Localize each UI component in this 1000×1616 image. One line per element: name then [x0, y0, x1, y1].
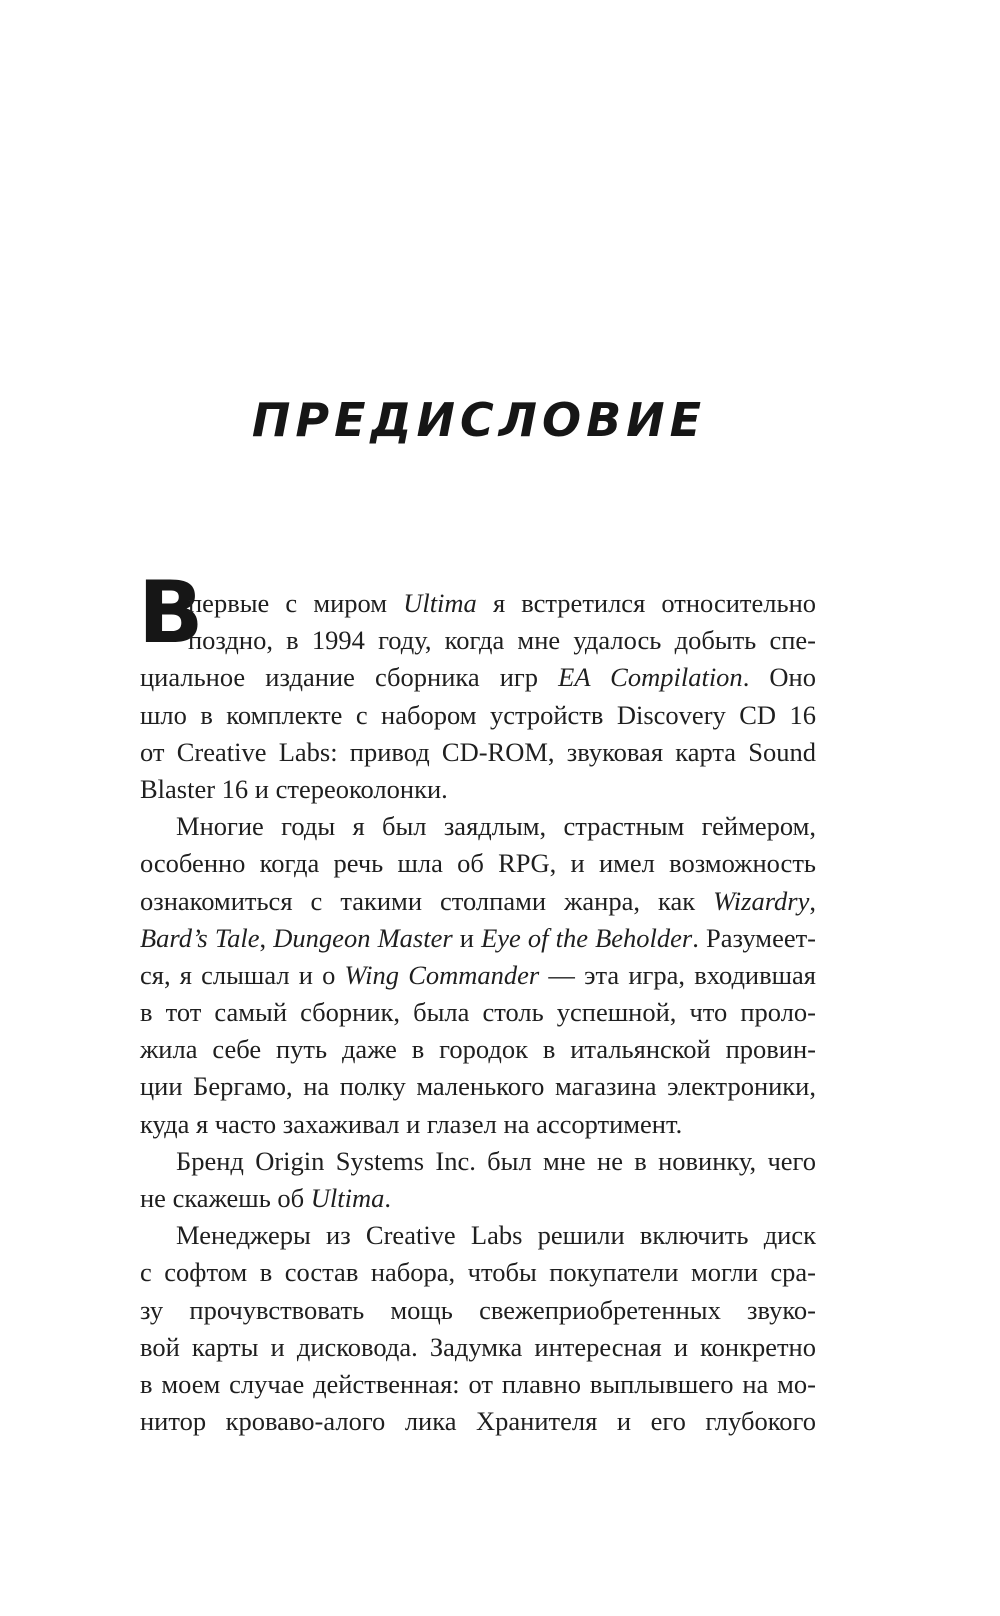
text-run: жила себе путь даже в городок в итальянской провин- — [140, 1034, 816, 1065]
text-line — [140, 957, 816, 994]
italic-title: Bard’s Tale — [140, 922, 260, 953]
text-run: первые с миром — [188, 588, 404, 618]
text-run: с софтом в состав набора, чтобы покупатели могли сра- — [140, 1257, 816, 1288]
text-run: поздно, в 1994 году, когда мне удалось добыть спе- — [188, 625, 816, 656]
text-run: — эта игра, входившая — [539, 959, 816, 990]
text-run: и — [452, 922, 482, 953]
text-line — [140, 1254, 816, 1291]
text-line — [140, 1068, 816, 1105]
italic-title: Wing Commander — [344, 959, 540, 990]
text-run: , — [259, 922, 274, 953]
text-line — [140, 1031, 816, 1068]
text-line — [140, 585, 816, 622]
text-run: от Creative Labs: привод CD-ROM, звуковая карта Sound — [140, 736, 816, 767]
text-line — [140, 771, 816, 808]
text-line — [140, 808, 816, 845]
text-run: я встретился относительно — [476, 588, 816, 618]
text-line — [140, 1292, 816, 1329]
text-run: ознакомиться с такими столпами жанра, как — [140, 885, 714, 916]
chapter-title: ПРЕДИСЛОВИЕ — [251, 393, 707, 447]
text-run: вой карты и дисковода. Задумка интересная и конкретно — [140, 1331, 816, 1362]
text-line — [140, 734, 816, 771]
italic-title: Wizardry — [713, 885, 810, 916]
text-line — [140, 1143, 816, 1180]
text-run: Многие годы я был заядлым, страстным геймером, — [176, 811, 816, 842]
text-line — [140, 883, 816, 920]
text-line — [140, 1217, 816, 1254]
text-run: куда я часто захаживал и глазел на ассортимент. — [140, 1108, 683, 1139]
text-run: нитор кроваво-алого лика Хранителя и его глубокого — [140, 1406, 816, 1437]
text-run: в моем случае действенная: от плавно выплывшего на мо- — [140, 1368, 816, 1399]
text-line — [140, 697, 816, 734]
drop-cap: В — [138, 563, 204, 663]
text-run: в тот самый сборник, была столь успешной, что проло- — [140, 997, 816, 1028]
text-line — [140, 994, 816, 1031]
text-line — [140, 659, 816, 696]
text-run: ся, я слышал и о — [140, 959, 345, 990]
text-line — [140, 920, 816, 957]
text-line — [140, 1366, 816, 1403]
text-line — [140, 1403, 816, 1440]
text-run: . — [384, 1183, 392, 1213]
italic-title: EA Compilation — [558, 662, 743, 693]
text-run: циальное издание сборника игр — [140, 662, 559, 693]
text-run: ции Бергамо, на полку маленького магазина электроники, — [140, 1071, 816, 1102]
text-line — [140, 622, 816, 659]
text-line — [140, 1180, 816, 1217]
italic-title: Dungeon Master — [273, 922, 453, 953]
text-line — [140, 1329, 816, 1366]
italic-title: Ultima — [403, 588, 477, 618]
text-run: Бренд Origin Systems Inc. был мне не в новинку, чего — [176, 1145, 816, 1176]
text-run: . Разумеет- — [692, 922, 817, 953]
body-text — [140, 585, 816, 1440]
text-run: зу прочувствовать мощь свежеприобретенных звуко- — [140, 1294, 816, 1325]
text-run: . Оно — [742, 662, 816, 693]
text-run: Blaster 16 и стереоколонки. — [140, 773, 448, 804]
text-run: Менеджеры из Creative Labs решили включить диск — [176, 1220, 816, 1251]
text-line — [140, 845, 816, 882]
text-run: не скажешь об — [140, 1183, 311, 1213]
italic-title: Ultima — [310, 1183, 385, 1213]
text-run: , — [809, 885, 816, 916]
italic-title: Eye of the Beholder — [481, 922, 693, 953]
text-run: особенно когда речь шла об RPG, и имел возможность — [140, 848, 816, 879]
text-run: шло в комплекте с набором устройств Discovery CD 16 — [140, 699, 816, 730]
text-line — [140, 1106, 816, 1143]
